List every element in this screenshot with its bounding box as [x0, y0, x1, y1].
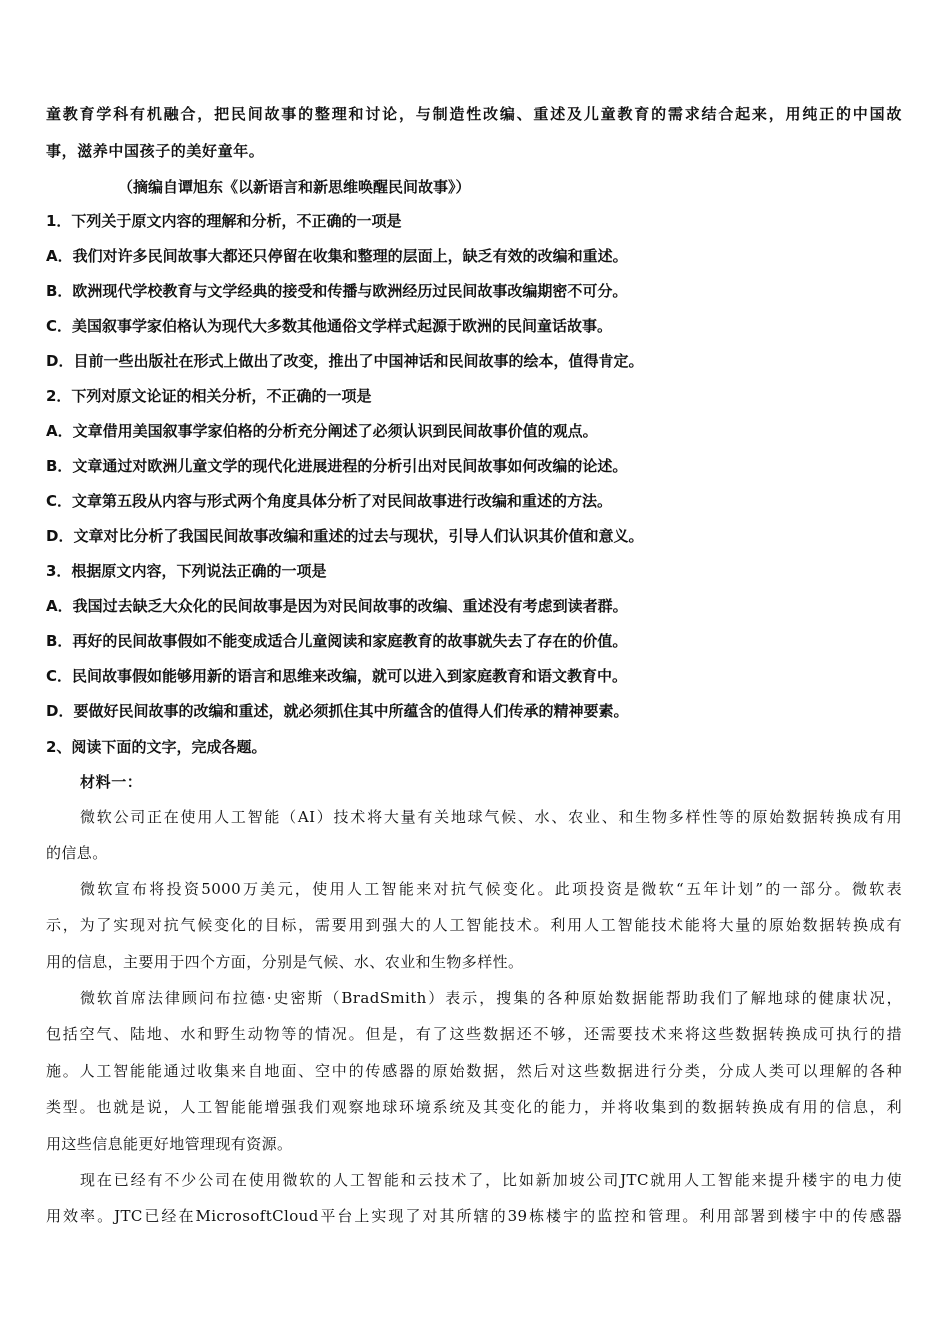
article-paragraph-line: 微软首席法律顾问布拉德·史密斯（BradSmith）表示，搜集的各种原始数据能帮助我们了解地球的健康状况，: [80, 989, 902, 1007]
paragraph-line: 童教育学科有机融合，把民间故事的整理和讨论，与制造性改编、重述及儿童教育的需求结合起来，用纯正的中国故: [46, 105, 902, 123]
question-2-option-a: A．文章借用美国叙事学家伯格的分析充分阐述了必须认识到民间故事价值的观点。: [46, 422, 598, 440]
article-paragraph-line: 微软宣布将投资5000万美元，使用人工智能来对抗气候变化。此项投资是微软“五年计划”的一部分。微软表: [80, 880, 902, 898]
section-heading: 2、阅读下面的文字，完成各题。: [46, 738, 267, 756]
article-paragraph-line: 施。人工智能能通过收集来自地面、空中的传感器的原始数据，然后对这些数据进行分类，分成人类可以理解的各种: [46, 1062, 902, 1080]
article-paragraph-line: 现在已经有不少公司在使用微软的人工智能和云技术了，比如新加坡公司JTC就用人工智能来提升楼宇的电力使: [80, 1171, 902, 1189]
question-2-option-b: B．文章通过对欧洲儿童文学的现代化进展进程的分析引出对民间故事如何改编的论述。: [46, 457, 628, 475]
article-paragraph-line: 类型。也就是说，人工智能能增强我们观察地球环境系统及其变化的能力，并将收集到的数据转换成有用的信息，利: [46, 1098, 902, 1116]
material-label: 材料一：: [80, 773, 143, 791]
source-citation: （摘编自谭旭东《以新语言和新思维唤醒民间故事》）: [118, 178, 471, 196]
article-paragraph-line: 的信息。: [46, 844, 108, 862]
article-paragraph-line: 用的信息，主要用于四个方面，分别是气候、水、农业和生物多样性。: [46, 953, 524, 971]
article-paragraph-line: 示，为了实现对抗气候变化的目标，需要用到强大的人工智能技术。利用人工智能技术能将大量的原始数据转换成有: [46, 916, 902, 934]
question-1-option-b: B．欧洲现代学校教育与文学经典的接受和传播与欧洲经历过民间故事改编期密不可分。: [46, 282, 628, 300]
question-3-option-c: C．民间故事假如能够用新的语言和思维来改编，就可以进入到家庭教育和语文教育中。: [46, 667, 628, 685]
article-paragraph-line: 用这些信息能更好地管理现有资源。: [46, 1135, 293, 1153]
paragraph-line: 事，滋养中国孩子的美好童年。: [46, 142, 265, 160]
question-2: 2．下列对原文论证的相关分析，不正确的一项是: [46, 387, 372, 405]
article-paragraph-line: 用效率。JTC已经在MicrosoftCloud平台上实现了对其所辖的39栋楼宇的监控和管理。利用部署到楼宇中的传感器: [46, 1207, 902, 1225]
question-3-option-d: D．要做好民间故事的改编和重述，就必须抓住其中所蕴含的值得人们传承的精神要素。: [46, 702, 629, 720]
question-1-option-d: D．目前一些出版社在形式上做出了改变，推出了中国神话和民间故事的绘本，值得肯定。: [46, 352, 644, 370]
article-paragraph-line: 包括空气、陆地、水和野生动物等的情况。但是，有了这些数据还不够，还需要技术来将这些数据转换成可执行的措: [46, 1025, 902, 1043]
question-3-option-b: B．再好的民间故事假如不能变成适合儿童阅读和家庭教育的故事就失去了存在的价值。: [46, 632, 628, 650]
question-2-option-d: D．文章对比分析了我国民间故事改编和重述的过去与现状，引导人们认识其价值和意义。: [46, 527, 644, 545]
question-2-option-c: C．文章第五段从内容与形式两个角度具体分析了对民间故事进行改编和重述的方法。: [46, 492, 613, 510]
question-1-option-a: A．我们对许多民间故事大都还只停留在收集和整理的层面上，缺乏有效的改编和重述。: [46, 247, 628, 265]
question-1: 1．下列关于原文内容的理解和分析，不正确的一项是: [46, 212, 402, 230]
question-3: 3．根据原文内容，下列说法正确的一项是: [46, 562, 327, 580]
question-3-option-a: A．我国过去缺乏大众化的民间故事是因为对民间故事的改编、重述没有考虑到读者群。: [46, 597, 628, 615]
question-1-option-c: C．美国叙事学家伯格认为现代大多数其他通俗文学样式起源于欧洲的民间童话故事。: [46, 317, 613, 335]
article-paragraph-line: 微软公司正在使用人工智能（AI）技术将大量有关地球气候、水、农业、和生物多样性等的原始数据转换成有用: [80, 808, 902, 826]
